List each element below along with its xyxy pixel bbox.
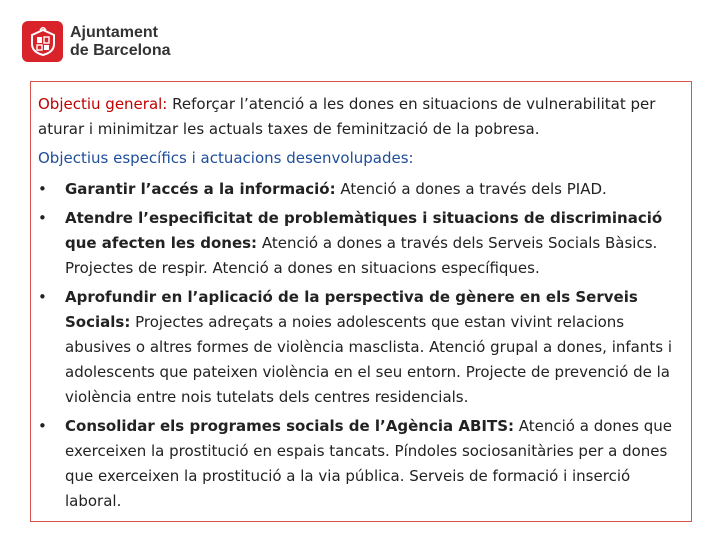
bullet-icon: •	[38, 180, 47, 198]
list-item-title: Atendre l’especificitat de problemàtiques i situacions de discriminació que afecten les dones:	[65, 209, 663, 252]
general-objective-label: Objectiu general:	[38, 95, 168, 113]
list-item	[38, 414, 688, 514]
logo-line-1: Ajuntament	[70, 23, 158, 41]
barcelona-crest-icon	[22, 21, 63, 62]
specific-objectives-heading: Objectius específics i actuacions desenvolupades:	[38, 149, 414, 167]
list-item	[38, 285, 688, 410]
list-item-title: Aprofundir en l’aplicació de la perspectiva de gènere en els Serveis Socials:	[65, 288, 638, 331]
list-item-title: Garantir l’accés a la informació:	[65, 180, 336, 198]
bullet-icon: •	[38, 209, 47, 227]
list-item-text: Projectes adreçats a noies adolescents que estan vivint relacions abusives o altres formes de violència masclista. Atenció grupal a dones, infants i adolescents que pateixen violència en el seu entorn. Projecte de prevenció de la violència entre nois tutelats dels centres residencials.	[65, 313, 673, 406]
bullet-icon: •	[38, 288, 47, 306]
specific-objectives-list	[38, 177, 688, 514]
bullet-icon: •	[38, 417, 47, 435]
ajuntament-logo[interactable]	[22, 21, 170, 62]
list-item	[38, 206, 688, 281]
list-item-title: Consolidar els programes socials de l’Agència ABITS:	[65, 417, 514, 435]
general-objective-text: Reforçar l’atenció a les dones en situacions de vulnerabilitat per aturar i minimitzar les actuals taxes de feminització de la pobresa.	[38, 95, 656, 138]
general-objective	[38, 92, 688, 142]
logo-line-2: de Barcelona	[70, 41, 171, 59]
list-item-text: Atenció a dones a través dels Serveis Socials Bàsics. Projectes de respir. Atenció a dones en situacions específiques.	[65, 234, 658, 277]
slide-content	[38, 92, 688, 518]
list-item-text: Atenció a dones que exerceixen la prostitució en espais tancats. Píndoles sociosanitàries per a dones que exerceixen la prostitució a la via pública. Serveis de formació i inserció laboral.	[65, 417, 672, 510]
list-item	[38, 177, 688, 202]
list-item-text: Atenció a dones a través dels PIAD.	[340, 180, 607, 198]
